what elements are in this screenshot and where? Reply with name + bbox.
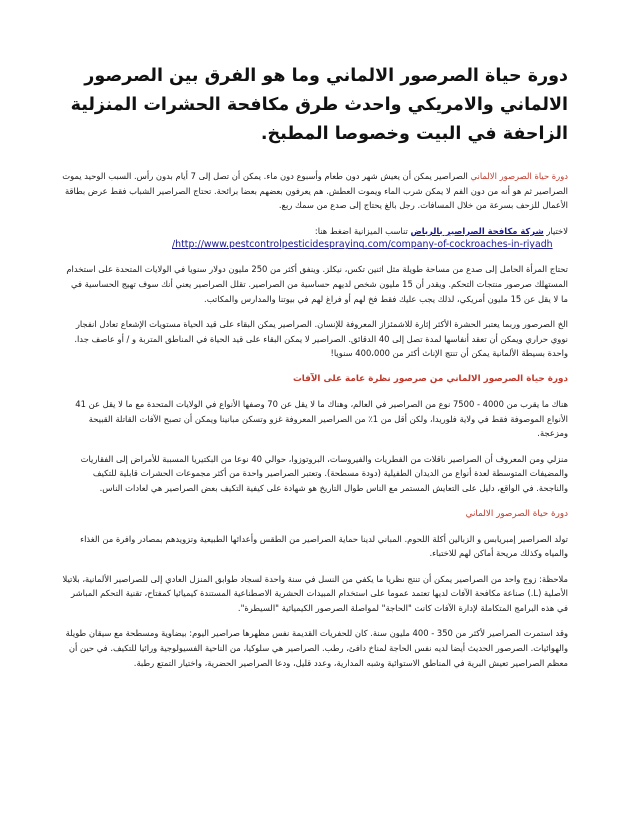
section-heading-lifecycle: دورة حياة الصرصور الالماني bbox=[465, 508, 568, 519]
company-link-post: تناسب الميزانية اضغط هنا: bbox=[314, 225, 411, 236]
paragraph-lifecycle bbox=[62, 169, 568, 213]
company-link[interactable]: شركة مكافحة الصراصير بالرياض bbox=[410, 225, 544, 236]
lifecycle-lead: دورة حياة الصرصور الالماني bbox=[470, 171, 568, 181]
section-heading-overview: دورة حياة الصرصور الالماني من صرصور نظرة عامة على الآفات bbox=[292, 373, 568, 384]
page-title: دورة حياة الصرصور الالماني وما هو الفرق بين الصرصور الالماني والامريكي واحدث طرق مكافحة الحشرات المنزلية الزاحفة في البيت وخصوصا المطبخ. bbox=[70, 66, 568, 144]
paragraph-species: هناك ما يقرب من 4000 - 7500 نوع من الصراصير في العالم، وهناك ما لا يقل عن 70 وصفها الأنواع في الولايات المتحدة مع ما لا يقل عن 41 الأنواع الموصوفة فقط في ولاية فلوريدا، ولكن أقل من 1٪ من الصراصير المعروفة غزو وتسكن مبانينا ويمكن أن تصبح الآفات القاتلة القبيحة ومزعجة. bbox=[75, 398, 568, 439]
company-url-link[interactable]: /http://www.pestcontrolpesticidespraying.com/company-of-cockroaches-in-riyadh bbox=[172, 239, 553, 251]
paragraph-fossils: وقد استمرت الصراصير لأكثر من 350 - 400 مليون سنة. كان للحفريات القديمة نفس مظهرها صراصير اليوم: بيضاوية ومسطحة مع سيقان طويلة والهوائيات. الصرصور الحديث أيضا لديه نفس الحاجة لمناخ دافئ، رطب. الصراصير هي سلوكيا، من الناحية الفسيولوجية ورائيا للتكيف. في حين أن معظم الصراصير تعيش البرية في المناطق الاستوائية وشبه المدارية، وعدد قليل، ودعا الصراصير الحضرية، واختيار التمتع رطبة. bbox=[65, 628, 568, 668]
paragraph-note: ملاحظة: زوج واحد من الصراصير يمكن أن تنتج نظريا ما يكفي من النسل في سنة واحدة لسجاد طوابق المنزل العادي إلى للصراصير الألمانية، بلاتيلا الأصلية (L.) صناعة مكافحة الآفات لديها تعتمد عموما على استخدام المبيدات الحشرية الاصطناعية المستندة كيميائيا كمفتاح، تقنية التحكم المباشر في هذه البرامج المتكاملة لإدارة الآفات كانت "الحاجة" لمواصلة الصرصور الكيميائية "السيطرة". bbox=[62, 573, 568, 613]
company-link-pre: لاختيار bbox=[543, 225, 568, 236]
paragraph-company-link bbox=[62, 224, 568, 253]
paragraph-disease: منزلي ومن المعروف أن الصراصير ناقلات من الفطريات والفيروسات، البروتوزوا، حوالي 40 نوعا من البكتيريا المسببة للأمراض إلى الفقاريات والمضيفات المتوسطة لعدة أنواع من الديدان الطفيلية (دودة مسطحة). وتعتبر الصراصير واحدة من أكثر مجموعات الحشرات قابلية للتكيف والناجحة. في الواقع، دليل على التعايش المستمر مع الناس طوال التاريخ هو شهادة على كيفية التكيف بعض الصراصير هي لعادات الناس. bbox=[80, 453, 568, 493]
paragraph-radiation: الخ الصرصور وربما يعتبر الحشرة الأكثر إثارة للاشمئزاز المعروفة للإنسان. الصراصير يمكن البقاء على قيد الحياة مستويات الإشعاع تعادل انفجار نووي حراري ويمكن أن تعقد أنفاسها لمدة تصل إلى 40 الدقائق. الصراصير لا يمكن البقاء على قيد الحياة في المناطق المتربة و / أو عاصف جدا. واحدة بسيطة الألمانية يمكن أن تنتج الإناث أكثر من 400،000 سنويا! bbox=[74, 319, 568, 359]
paragraph-scavengers: تولد الصراصير إمبريابس و الزبالين أكلة اللحوم. المباني لدينا حماية الصراصير من الطقس وأعدائها الطبيعية وتزويدهم بمصادر وافرة من الغذاء والمياه وكذلك مريحة أماكن لهم للاختباء. bbox=[80, 533, 568, 559]
lifecycle-text: الصراصير يمكن أن يعيش شهر دون طعام وأسبوع دون ماء. يمكن أن تصل إلى 7 أيام بدون رأس. السبب الوحيد يموت الصراصير ثم هو أنه من دون الفم لا يمكن شرب الماء ويموت العطش. هم يعرفون بعضهم بعضا برائحة. تحتاج الصراصير الشباب فقط عرض بطاقة الأعمال للزحف بسرعة من خلال المسافات. رجل بالغ يحتاج إلى صدع من سمك ربع. bbox=[62, 171, 568, 211]
paragraph-pregnant-female: تحتاج المرأة الحامل إلى صدع من مساحة طويلة مثل اثنين تكس، نيكلز. وينفق أكثر من 250 مليون دولار سنويا في الولايات المتحدة على استخدام المستهلك صرصور منتجات التحكم. ويقدر أن 15 مليون شخص لديهم حساسية من الصراصير. تقلل الصراصير يعني أنك سوف تهيج الحساسية في ما لا يقل عن 15 مليون أمريكي، لذلك يجب عليك فقط فخ لهم أو فراغ لهم في بيوتنا والمدارس والمكاتب. bbox=[66, 264, 568, 304]
